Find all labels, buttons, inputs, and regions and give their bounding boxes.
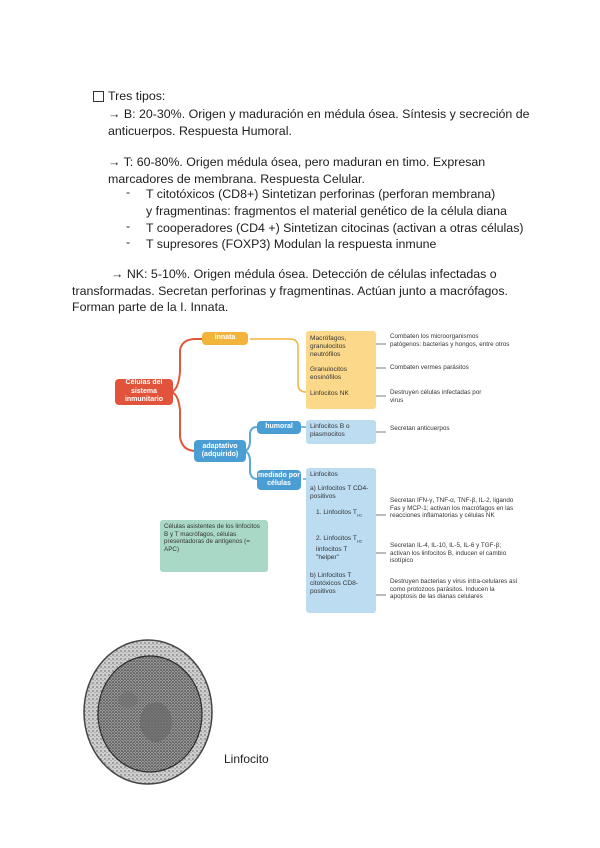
t-header: Linfocitos <box>310 471 338 478</box>
innate-note-1: Combaten los microorganismos patógenos: bacterias y hongos, entre otros <box>390 333 510 348</box>
humoral-panel: Linfocitos B o plasmocitos <box>306 420 376 444</box>
t-note-cd8: Destruyen bacterias y virus intra-celulares así como protozoos parásitos. Inducen la apoptosis de las dianas celulares <box>390 578 518 601</box>
innate-box: innata <box>202 332 248 345</box>
humoral-note: Secretan anticuerpos <box>390 425 450 432</box>
t-item-cd4: T cooperadores (CD4 +) Sintetizan citocinas (activan a otras células) <box>146 221 524 235</box>
tipos-title: Tres tipos: <box>108 89 166 103</box>
t-th2: 2. Linfocitos $T_{H2}$ linfocitos T "helper" <box>316 535 363 561</box>
t-cd4: a) Linfocitos T CD4-positivos <box>310 485 369 500</box>
t-note-th2: Secretan IL-4, IL-10, IL-5, IL-6 y TGF-β; activan los linfocitos B, inducen el cambio isotípico <box>390 542 507 565</box>
nk-line-3: Forman parte de la I. Innata. <box>72 300 229 314</box>
root-cell-box: Células del sistema inmunitario <box>115 379 173 405</box>
lymphocyte-micrograph <box>76 630 224 790</box>
innate-cell-eosinophils: Granulocitos eosinófilos <box>310 366 348 381</box>
t-item-cd8-cont: y fragmentinas: fragmentos el material genético de la célula diana <box>146 204 507 218</box>
b-line-2: anticuerpos. Respuesta Humoral. <box>108 124 292 138</box>
adaptive-box: adaptativo (adquirido) <box>194 440 246 462</box>
t-item-foxp3: T supresores (FOXP3) Modulan la respuesta inmune <box>146 237 437 251</box>
t-cd8: b) Linfocitos T citotóxicos CD8-positivos <box>310 571 359 595</box>
humoral-box: humoral <box>257 421 301 434</box>
t-line-1: → T: 60-80%. Origen médula ósea, pero maduran en timo. Expresan <box>108 155 486 169</box>
innate-note-3: Destruyen células infectadas por virus <box>390 389 482 404</box>
t-note-th1: Secretan IFN-γ, TNF-α, TNF-β, IL-2, ligando Fas y MCP-1; activan los macrófagos en las reacciones inflamatorias y células NK <box>390 497 514 520</box>
innate-cell-nk: Linfocitos NK <box>310 390 349 397</box>
bullet-dash: - <box>126 185 131 199</box>
b-line-1: → B: 20-30%. Origen y maduración en médula ósea. Síntesis y secreción de <box>108 107 530 121</box>
nk-line-2: transformadas. Secretan perforinas y fragmentinas. Actúan junto a macrófagos. <box>72 284 508 298</box>
bullet-dash: - <box>126 219 131 233</box>
innate-cell-macrophages: Macrófagos, granulocitos neutrófilos <box>310 335 347 358</box>
figure-caption: Linfocito <box>224 752 269 766</box>
cellular-panel <box>306 468 376 613</box>
t-th1: 1. Linfocitos $T_{H1}$ <box>316 509 363 518</box>
cellular-box: mediado por células <box>257 470 301 490</box>
nk-line-1: → NK: 5-10%. Origen médula ósea. Detección de células infectadas o <box>111 267 497 281</box>
t-line-2: marcadores de membrana. Respuesta Celular. <box>108 172 365 186</box>
innate-note-2: Combaten vermes parásitos <box>390 364 469 371</box>
innate-panel <box>306 331 376 409</box>
bullet-dash: - <box>126 235 131 249</box>
helper-cells-box: Células asistentes de los linfocitos B y T macrófagos, células presentadoras de antígenos (= APC) <box>160 520 268 572</box>
t-item-cd8: T citotóxicos (CD8+) Sintetizan perforinas (perforan membrana) <box>146 187 496 201</box>
